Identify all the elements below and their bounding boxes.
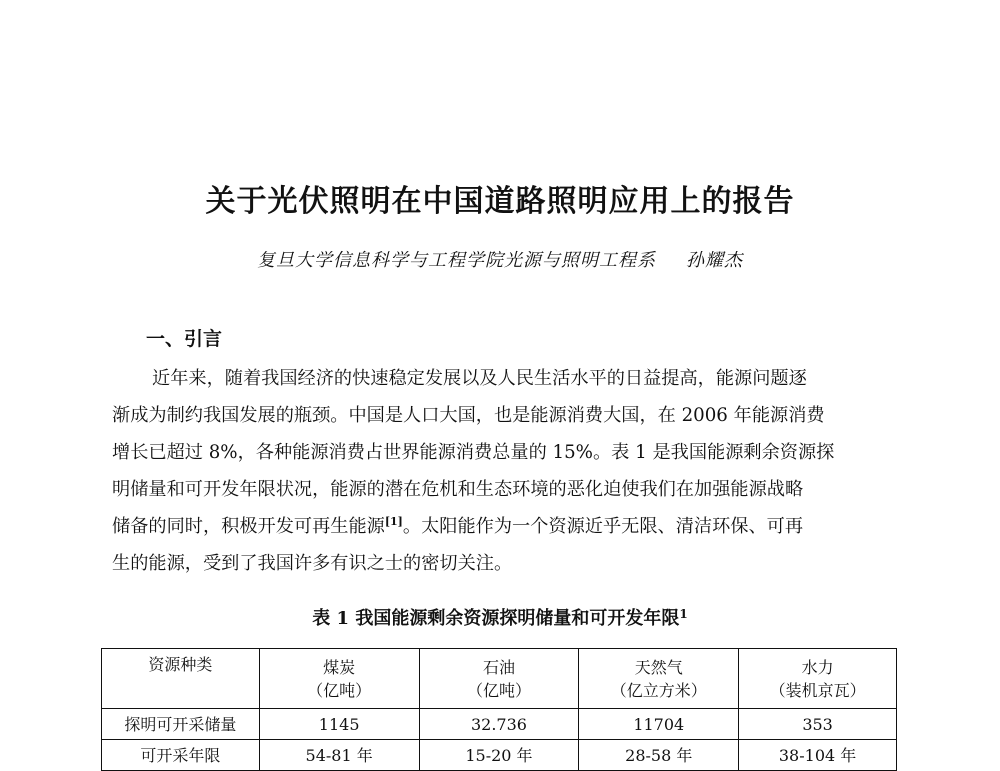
table-cell: 32.736 [419,709,579,740]
table-header-cell [259,649,419,709]
paragraph-line: 近年来，随着我国经济的快速稳定发展以及人民生活水平的日益提高，能源问题逐 [152,368,807,389]
table-header-cell: 资源种类 [102,649,260,709]
table-caption-note: 1 [679,607,688,621]
energy-reserves-table [101,648,897,771]
paragraph-line [112,508,892,545]
column-unit: （亿立方米） [610,680,707,700]
author-affiliation: 复旦大学信息科学与工程学院光源与照明工程系 [257,250,656,271]
row-label-cell: 可开采年限 [102,740,260,771]
table-row [102,740,897,771]
table-caption-text: 表 1 我国能源剩余资源探明储量和可开发年限 [312,608,680,629]
table-cell: 353 [739,709,897,740]
table-cell: 54-81 年 [259,740,419,771]
table-header-row [102,649,897,709]
paper-title: 关于光伏照明在中国道路照明应用上的报告 [205,184,795,219]
paragraph-line: 生的能源，受到了我国许多有识之士的密切关注。 [112,553,513,574]
table-cell: 15-20 年 [419,740,579,771]
column-name: 天然气 [634,657,683,677]
table-header-cell [579,649,739,709]
section-heading: 一、引言 [146,328,223,350]
intro-paragraph [112,360,892,582]
paragraph-line: 渐成为制约我国发展的瓶颈。中国是人口大国，也是能源消费大国，在 2006 年能源消费 [112,405,825,426]
column-unit: （亿吨） [307,680,372,700]
citation-ref[interactable]: [1] [384,515,403,528]
table-row [102,709,897,740]
table-header-cell [739,649,897,709]
row-label-cell: 探明可开采储量 [102,709,260,740]
column-name: 水力 [801,657,834,677]
paragraph-line: 增长已超过 8%，各种能源消费占世界能源消费总量的 15%。表 1 是我国能源剩余资源探 [112,442,835,463]
column-name: 石油 [482,657,515,677]
author-name: 孙耀杰 [686,250,743,271]
table-cell: 38-104 年 [739,740,897,771]
column-unit: （亿吨） [466,680,531,700]
paragraph-text: 。太阳能作为一个资源近乎无限、清洁环保、可再 [402,516,804,537]
table-cell: 11704 [579,709,739,740]
table-cell: 1145 [259,709,419,740]
table-cell: 28-58 年 [579,740,739,771]
author-line [0,246,1000,272]
table-caption [0,604,1000,630]
table-header-cell [419,649,579,709]
column-unit: （装机京瓦） [769,680,866,700]
paragraph-line: 明储量和可开发年限状况，能源的潜在危机和生态环境的恶化迫使我们在加强能源战略 [112,479,804,500]
paragraph-text: 储备的同时，积极开发可再生能源 [112,516,385,537]
column-name: 煤炭 [323,657,356,677]
